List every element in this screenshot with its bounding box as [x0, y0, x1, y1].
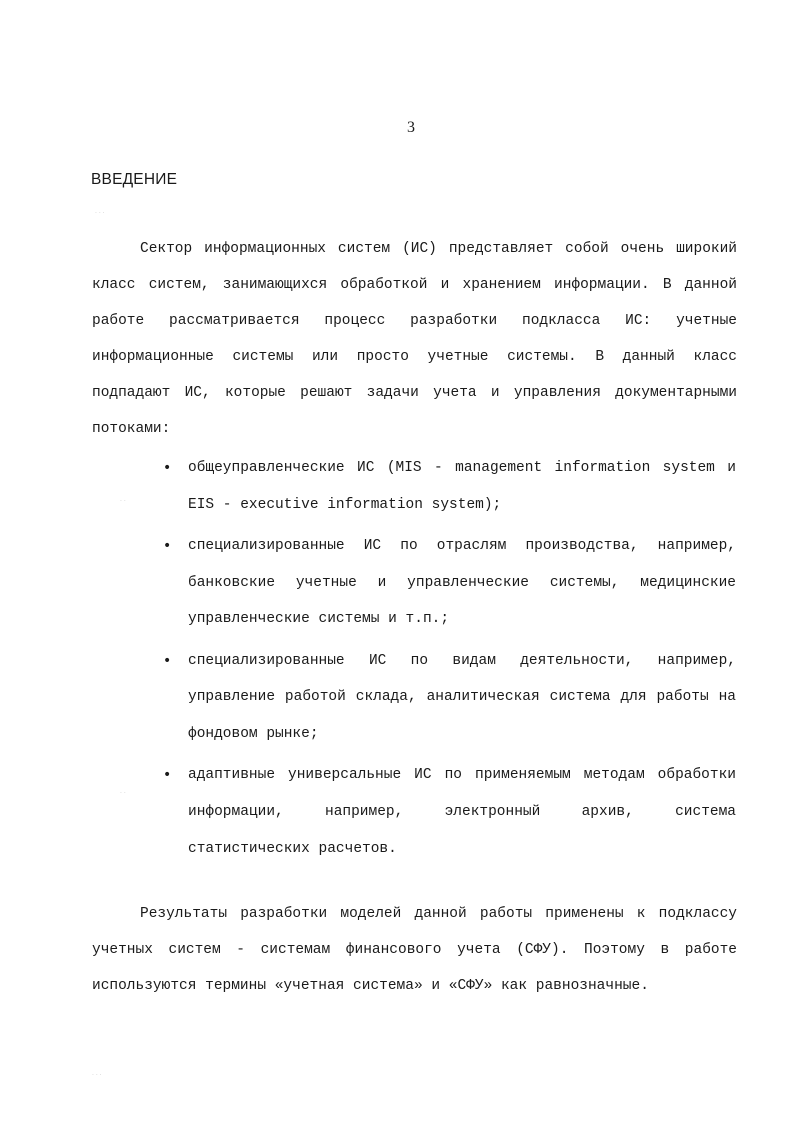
conclusion-paragraph: Результаты разработки моделей данной работы применены к подклассу учетных систем - системам финансового учета (СФУ). Поэтому в работе используются термины «учетная система» и «СФУ» как равнозначные.	[92, 906, 737, 994]
bullet-icon: •	[163, 767, 172, 784]
bullet-icon: •	[163, 537, 172, 554]
scan-speck: · ·	[120, 790, 126, 797]
scan-speck: · ·	[120, 498, 126, 505]
list-item-text: специализированные ИС по отраслям производства, например, банковские учетные и управленческие системы, медицинские управленческие системы и т.п.;	[188, 537, 736, 628]
list-item	[163, 450, 736, 523]
section-heading: ВВЕДЕНИЕ	[91, 171, 178, 188]
list-item-text: специализированные ИС по видам деятельности, например, управление работой склада, аналитическая система для работы на фондовом рынке;	[188, 652, 736, 742]
bullet-list	[163, 450, 736, 872]
scan-speck: · · ·	[95, 210, 105, 217]
list-item	[163, 528, 736, 638]
list-item	[163, 643, 736, 753]
scan-speck: · · ·	[92, 1072, 102, 1079]
intro-paragraph: Сектор информационных систем (ИС) представляет собой очень широкий класс систем, занимающихся обработкой и хранением информации. В данной работе рассматривается процесс разработки подкласса ИС: учетные информационные системы или просто учетные системы. В данный класс подпадают ИС, которые решают задачи учета и управления документарными потоками:	[92, 241, 737, 437]
bullet-icon: •	[163, 460, 172, 476]
list-item-text: общеуправленческие ИС (MIS - management information system и EIS - executive information system);	[188, 460, 736, 513]
bullet-icon: •	[163, 652, 172, 669]
list-item	[163, 757, 736, 867]
list-item-text: адаптивные универсальные ИС по применяемым методам обработки информации, например, электронный архив, система статистических расчетов.	[188, 767, 736, 857]
page-number: 3	[407, 119, 415, 136]
